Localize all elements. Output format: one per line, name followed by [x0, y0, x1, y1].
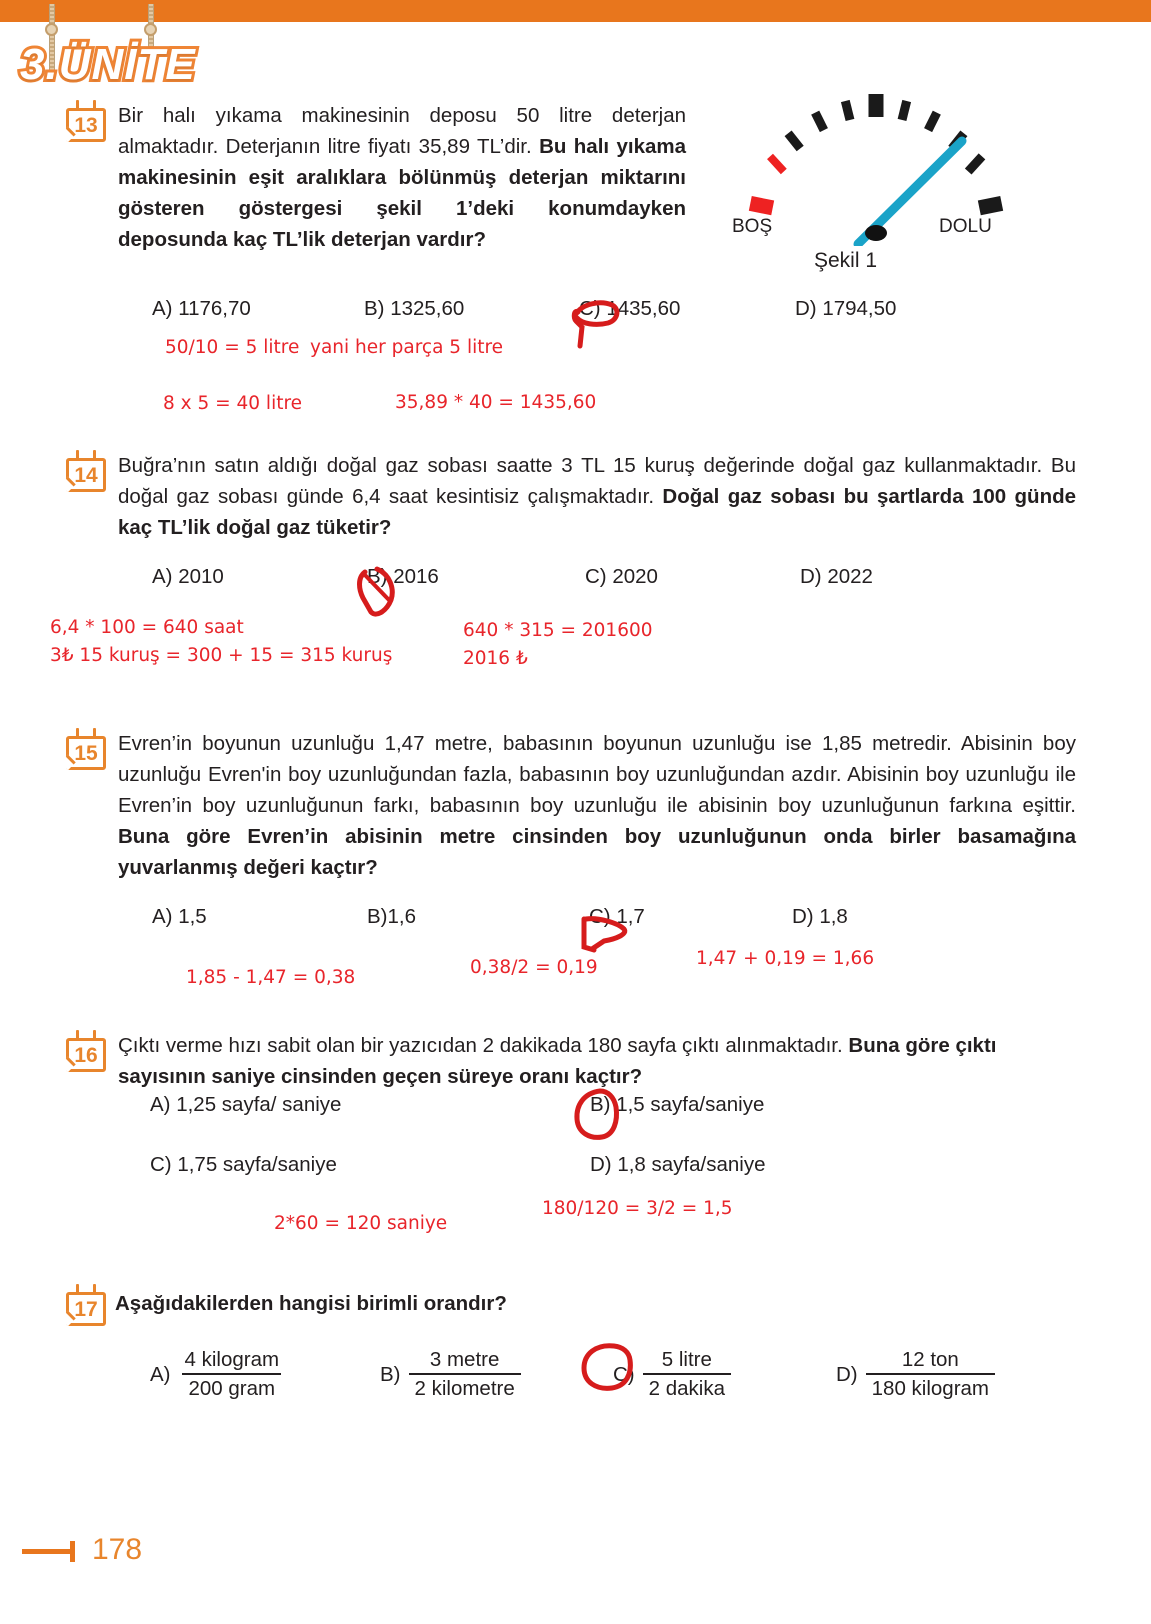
question-14-text-normal: Buğra’nın satın aldığı doğal gaz sobası saatte 3 TL 15 kuruş değerinde doğal gaz kullanmaktadır. Bu doğal gaz sobası günde 6,4 saat kesintisiz çalışmaktadır. [118, 454, 1076, 508]
question-16-text-normal: Çıktı verme hızı sabit olan bir yazıcıdan 2 dakikada 180 sayfa çıktı alınmaktadır. [118, 1034, 843, 1057]
question-number-15: 15 [74, 742, 98, 765]
option-15-a[interactable]: A) 1,5 [152, 905, 207, 928]
question-14 [66, 450, 1076, 543]
note-14-1: 6,4 * 100 = 640 saat [50, 617, 244, 638]
question-17-options [150, 1348, 1030, 1401]
question-13-options [152, 297, 992, 321]
note-14-3: 640 * 315 = 201600 [463, 620, 653, 641]
option-17-a-denominator: 200 gram [182, 1373, 281, 1401]
question-16-text-bold: Buna göre çıktı sayısının saniye cinsinden geçen süreye oranı kaçtır? [118, 1034, 997, 1088]
question-15-options [152, 905, 1012, 929]
option-17-d-letter: D) [836, 1362, 858, 1386]
option-17-d-numerator: 12 ton [901, 1348, 959, 1371]
option-17-c-denominator: 2 dakika [643, 1373, 731, 1401]
note-14-4: 2016 ₺ [463, 648, 528, 669]
question-16 [66, 1030, 1076, 1092]
option-17-d-denominator: 180 kilogram [866, 1373, 995, 1401]
option-17-b-fraction [409, 1348, 521, 1401]
question-number-badge-15 [66, 736, 106, 770]
note-13-4: 35,89 * 40 = 1435,60 [395, 392, 597, 413]
option-17-b-letter: B) [380, 1362, 401, 1386]
option-13-d[interactable]: D) 1794,50 [795, 297, 897, 320]
option-14-b[interactable]: B) 2016 [367, 565, 439, 588]
option-17-c-numerator: 5 litre [661, 1348, 712, 1371]
gauge-label-empty: BOŞ [732, 216, 773, 237]
option-17-b-numerator: 3 metre [429, 1348, 500, 1371]
question-13-text-bold: Bu halı yıkama makinesinin eşit aralıklara bölünmüş deterjan miktarını gösteren göstergesi şekil 1’deki konumdayken deposunda kaç TL’lik deterjan vardır? [118, 135, 687, 251]
question-15-text-bold: Buna göre Evren’in abisinin metre cinsinden boy uzunluğunun onda birler basamağına yuvarlanmış değeri kaçtır? [118, 825, 1076, 879]
option-15-c[interactable]: C) 1,7 [589, 905, 645, 928]
question-number-17: 17 [74, 1298, 98, 1321]
question-14-text-bold: Doğal gaz sobası bu şartlarda 100 günde kaç TL’lik doğal gaz tüketir? [118, 485, 1077, 539]
option-16-c[interactable]: C) 1,75 sayfa/saniye [150, 1153, 337, 1176]
note-13-3: 8 x 5 = 40 litre [163, 393, 303, 414]
unit-logo-label: 3.ÜNİTE [20, 40, 196, 89]
question-16-options-row2 [150, 1153, 1010, 1177]
question-number-16: 16 [74, 1044, 98, 1067]
question-17-body [115, 1288, 1076, 1319]
question-13-text-normal: Bir halı yıkama makinesinin deposu 50 litre deterjan almaktadır. Deterjanın litre fiyatı 35,89 TL’dir. [118, 104, 686, 158]
option-13-a[interactable]: A) 1176,70 [152, 297, 251, 320]
question-14-options [152, 565, 1012, 589]
option-17-d[interactable] [836, 1348, 995, 1401]
note-15-2: 0,38/2 = 0,19 [470, 957, 598, 978]
option-14-d[interactable]: D) 2022 [800, 565, 873, 588]
question-number-badge-13 [66, 108, 106, 142]
option-16-d[interactable]: D) 1,8 sayfa/saniye [590, 1153, 766, 1176]
question-number-14: 14 [74, 464, 98, 487]
question-15 [66, 728, 1076, 883]
option-17-d-fraction [866, 1348, 995, 1401]
gauge-label-full: DOLU [939, 216, 992, 237]
option-17-b-denominator: 2 kilometre [409, 1373, 521, 1401]
option-13-c[interactable]: C) 1435,60 [579, 297, 681, 320]
note-13-2: yani her parça 5 litre [310, 337, 504, 358]
question-17-text-bold: Aşağıdakilerden hangisi birimli orandır? [115, 1292, 507, 1315]
question-16-body [118, 1030, 1076, 1092]
question-17 [66, 1288, 1076, 1319]
option-16-a[interactable]: A) 1,25 sayfa/ saniye [150, 1093, 342, 1116]
logo-cord-head-left [45, 23, 58, 36]
note-15-1: 1,85 - 1,47 = 0,38 [186, 967, 356, 988]
question-14-body [118, 450, 1076, 543]
question-number-13: 13 [74, 114, 98, 137]
question-16-options-row1 [150, 1093, 1010, 1117]
logo-cord-head-right [144, 23, 157, 36]
note-14-2: 3₺ 15 kuruş = 300 + 15 = 315 kuruş [50, 645, 393, 666]
option-17-a-fraction [179, 1348, 286, 1401]
question-number-badge-16 [66, 1038, 106, 1072]
note-13-1: 50/10 = 5 litre [165, 337, 300, 358]
figure-caption: Şekil 1 [814, 249, 878, 272]
footer-tick [70, 1541, 75, 1562]
gauge-figure [726, 86, 1026, 276]
unit-logo [16, 8, 196, 103]
question-13 [66, 100, 686, 255]
question-15-text-normal: Evren’in boyunun uzunluğu 1,47 metre, babasının boyunun uzunluğu ise 1,85 metredir. Abisinin boy uzunluğu Evren'in boy uzunluğundan fazla, babasının boy uzunluğundan azdır. Abisinin boy uzunluğu ile Evren’in boy uzunluğunun farkı, babasının boy uzunluğu ile abisinin boy uzunluğunun farkına eşittir. [118, 732, 1076, 817]
option-17-a-numerator: 4 kilogram [184, 1348, 280, 1371]
option-13-b[interactable]: B) 1325,60 [364, 297, 465, 320]
option-17-c-fraction [643, 1348, 731, 1401]
gauge-hub [865, 225, 887, 241]
option-14-c[interactable]: C) 2020 [585, 565, 658, 588]
option-15-b[interactable]: B)1,6 [367, 905, 416, 928]
option-17-a-letter: A) [150, 1362, 171, 1386]
option-14-a[interactable]: A) 2010 [152, 565, 224, 588]
page-number: 178 [92, 1533, 143, 1566]
question-number-badge-17 [66, 1292, 106, 1326]
question-15-body [118, 728, 1076, 883]
note-15-3: 1,47 + 0,19 = 1,66 [696, 948, 875, 969]
note-16-2: 180/120 = 3/2 = 1,5 [542, 1198, 733, 1219]
option-15-d[interactable]: D) 1,8 [792, 905, 848, 928]
question-number-badge-14 [66, 458, 106, 492]
option-16-b[interactable]: B) 1,5 sayfa/saniye [590, 1093, 765, 1116]
option-17-c[interactable] [613, 1348, 818, 1401]
option-17-b[interactable] [380, 1348, 595, 1401]
question-13-body [118, 100, 686, 255]
note-16-1: 2*60 = 120 saniye [274, 1213, 448, 1234]
footer-rule [22, 1549, 74, 1554]
option-17-c-letter: C) [613, 1362, 635, 1386]
option-17-a[interactable] [150, 1348, 362, 1401]
